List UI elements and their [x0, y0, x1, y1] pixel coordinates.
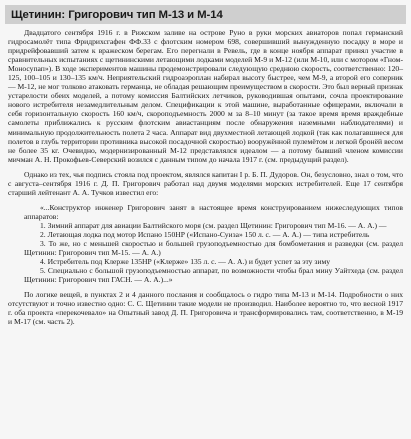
- header-bar: [5, 5, 406, 24]
- quote-lead: «...Конструктор инженер Григорович занят в настоящее время конструированием нижеследующих типов аппаратов:: [24, 202, 403, 221]
- paragraph-1: Двадцатого сентября 1916 г. в Рижском заливе на острове Руно в руки морских авиаторов попал германский гидросамолёт типа Фридрихсгафен ФФ.33 с флотским номером 698, совершивший вынужденную посадку в море и придрейфовавший затем к вражеском берегам. Его перегнали в Ревель, где в конце ноября аппарат принял участие в сравнительных испытаниях с щетининскими летающими лодками моделей М-9 и М-12 (или М-10, или с мотором «Гном-Моносупап»). В ходе экспериментов машины продемонстрировали следующую среднюю скорость, соответственно: 120–125, 100–105 и 130–135 км/ч. Неприятельский гидроаэроплан набирал высоту быстрее, чем М-9, а второй его соперник — М-12, не мог толково атаковать германца, не обладая решающим преимуществом в скорости. Это был верный признак устарелости обеих моделей, а потому комиссия Балтийских летчиков, руководившая опытами, сочла проектирование нового истребителя незамедлительным делом. Спецификации к этой машине, выработанные офицерами, включали в себя горизонтальную скорость 160 км/ч, скороподъемность 2000 м за 8–10 минут (за такое время время враждебные самолеты приближались к русским флотским авиастанциям после обнаружения наземными наблюдателями) и минимальную продолжительность полета 2 часа. Аппарат вид двухместной летающей лодкой (так как полагавшиеся для полетов в глубь территории противника высокой посадочной скоростью) вооружённой пулемётом и легкой бронёй весом не более 35 кг. Очевидно, модернизированный М-12 представлялся идеалом — а потому бывший членом комиссии мичман А. Н. Прокофьев-Северский возился с данным типом до начала 1917 г. (см. предыдущий раздел).: [8, 28, 403, 164]
- page-title: Щетинин: Григорович тип М-13 и М-14: [11, 8, 223, 21]
- paragraph-2: Однако из тех, чья подпись стояла под проектом, являлся капитан I р. Б. П. Дудоров. Он, безусловно, знал о том, что с августа–сентября 1916 г. Д. П. Григорович работал над двумя моделями морских истребителей. Еще 17 сентября старший лейтенант А. А. Тучков известил его:: [8, 169, 403, 197]
- quote-item: 1. Зимний аппарат для авиации Балтийского моря (см. раздел Щетинин: Григорович тип М-16. — А. А.) —: [40, 220, 387, 230]
- quote-item: 4. Истребитель под Клерже 135НР («Клерже» 135 л. с. — А. А.) и будет успет за эту зиму: [40, 257, 331, 267]
- quote-block: [8, 203, 403, 284]
- paragraph-3: По логике вещей, в пунктах 2 и 4 данного послания и сообщалось о гидро типа М-13 и М-14. Подробности о них отсутствуют и точно известно одно: С. С. Щетинин такие модели не производил. Наиболее вероятно то, что весной 1917 г. оба проекта «перекочевало» на Опытный завод Д. П. Григоровича и трансформировались там, соответственно, в М-19 и М-17 (см. часть 2).: [8, 290, 403, 327]
- quote-item: 2. Летающая лодка под мотор Испано 150НР («Испано-Суиза» 150 л. с. — А. А.) — типа истребитель: [40, 229, 370, 239]
- quote-item: 5. Специально с большой грузоподъемностью аппарат, по возможности чтобы брал мину Уайтхеда (см. раздел Щетинин: Григорович тип ГАСН. — А. А.)...»: [24, 266, 403, 285]
- quote-item: 3. То же, но с меньшей скоростью и большей грузоподъемностью для бомбометания и разведки (см. раздел Щетинин: Григорович тип М-15. — А. А.): [24, 239, 403, 258]
